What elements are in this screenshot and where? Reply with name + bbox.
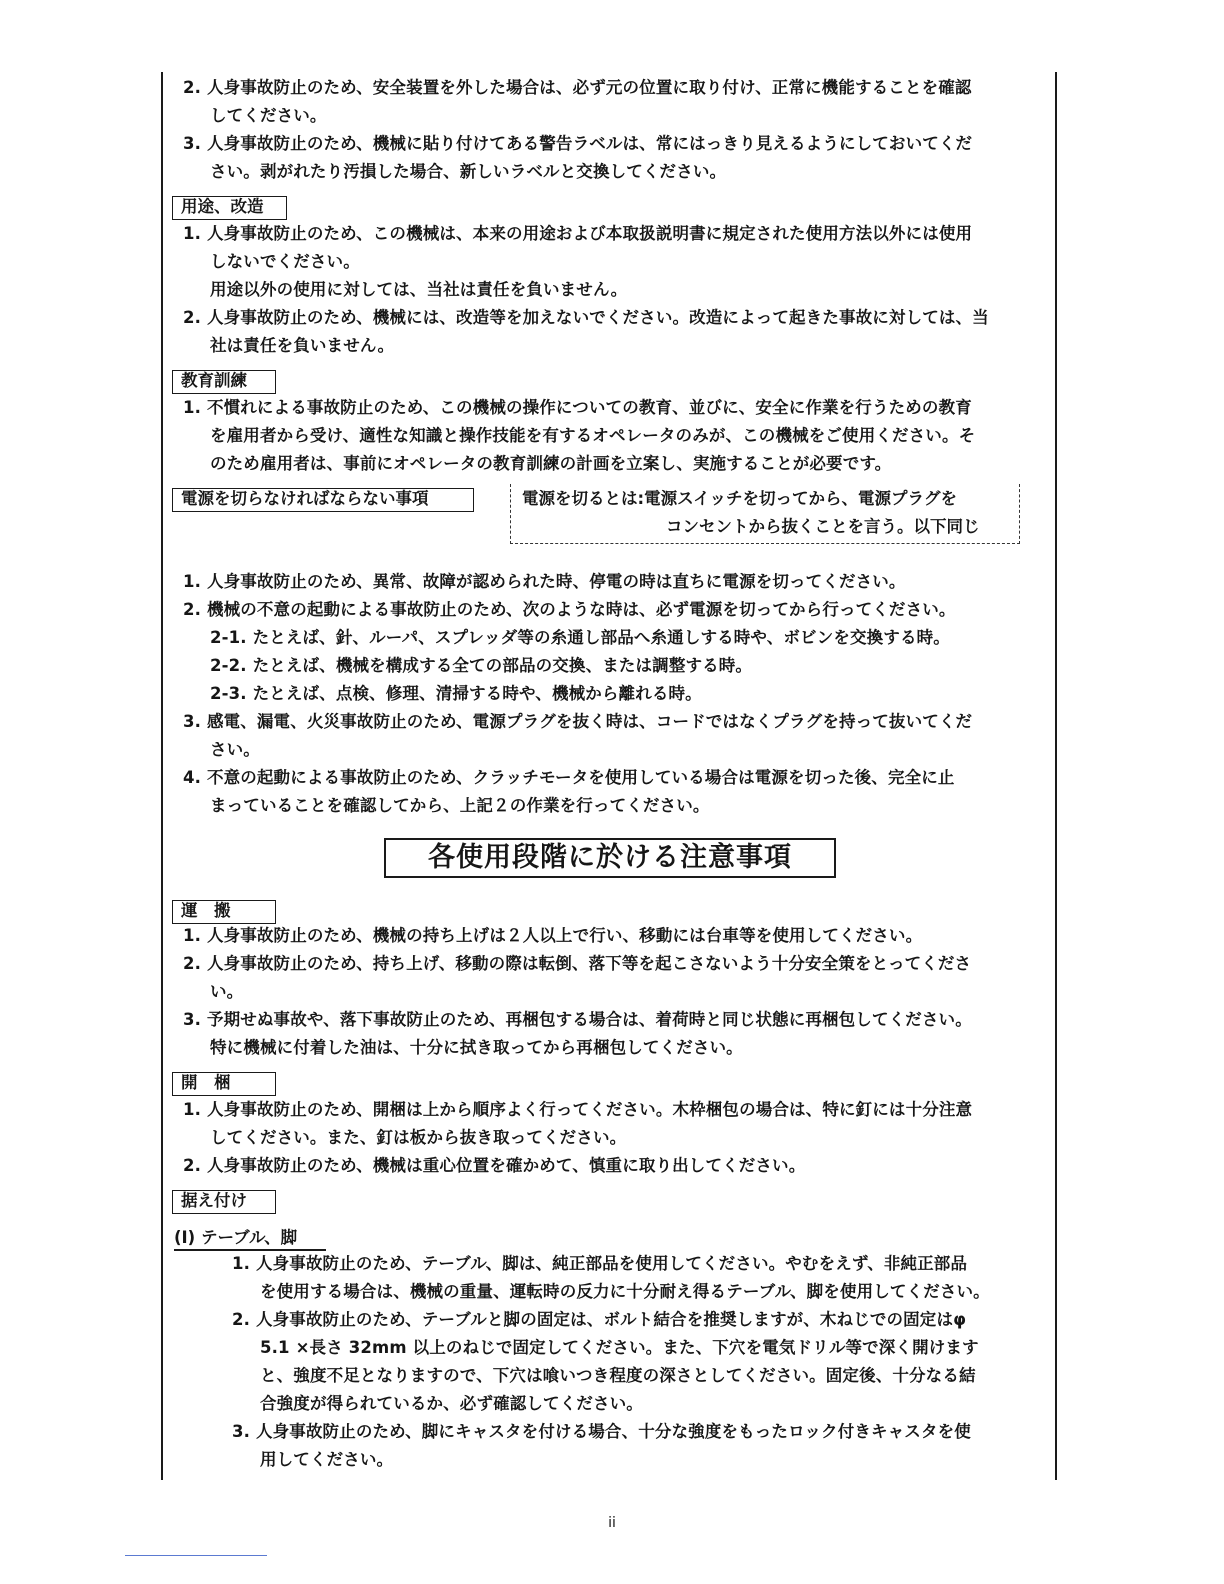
installation-line-2d: 合強度が得られているか、必ず確認してください。 <box>260 1394 643 1413</box>
section-label-transport: 運 搬 <box>172 900 276 924</box>
power-line-4b: まっていることを確認してから、上記２の作業を行ってください。 <box>210 796 710 815</box>
installation-line-1b: を使用する場合は、機械の重量、運転時の反力に十分耐え得るテーブル、脚を使用してください。 <box>260 1282 990 1301</box>
training-line-1: 1. 不慣れによる事故防止のため、この機械の操作についての教育、並びに、安全に作業を行うための教育 <box>183 398 972 417</box>
left-margin-rule <box>161 72 163 1480</box>
power-line-2-1: 2-1. たとえば、針、ルーパ、スプレッダ等の糸通し部品へ糸通しする時や、ボビンを交換する時。 <box>210 628 950 647</box>
power-line-3b: さい。 <box>210 740 260 759</box>
transport-line-2b: い。 <box>210 982 244 1001</box>
usage-line-5: 社は責任を負いません。 <box>210 336 395 355</box>
power-note-line-2: コンセントから抜くことを言う。以下同じ <box>666 517 980 536</box>
usage-line-1: 1. 人身事故防止のため、この機械は、本来の用途および本取扱説明書に規定された使用方法以外には使用 <box>183 224 973 243</box>
section-label-installation: 据え付け <box>172 1190 276 1214</box>
installation-line-2c: と、強度不足となりますので、下穴は喰いつき程度の深さとしてください。固定後、十分なる結 <box>260 1366 976 1385</box>
unpacking-line-1b: してください。また、釘は板から抜き取ってください。 <box>210 1128 627 1147</box>
power-line-2-3: 2-3. たとえば、点検、修理、清掃する時や、機械から離れる時。 <box>210 684 702 703</box>
installation-subheading-underline <box>174 1249 326 1251</box>
section-label-usage: 用途、改造 <box>172 196 287 220</box>
page-number: ii <box>608 1515 616 1531</box>
installation-line-2: 2. 人身事故防止のため、テーブルと脚の固定は、ボルト結合を推奨しますが、木ねじでの固定はφ <box>232 1310 967 1329</box>
transport-line-1: 1. 人身事故防止のため、機械の持ち上げは２人以上で行い、移動には台車等を使用してください。 <box>183 926 923 945</box>
power-line-3: 3. 感電、漏電、火災事故防止のため、電源プラグを抜く時は、コードではなくプラグを持って抜いてくだ <box>183 712 973 731</box>
section-label-training: 教育訓練 <box>172 370 276 394</box>
usage-line-3: 用途以外の使用に対しては、当社は責任を負いません。 <box>210 280 628 299</box>
usage-line-4: 2. 人身事故防止のため、機械には、改造等を加えないでください。改造によって起きた事故に対しては、当 <box>183 308 989 327</box>
transport-line-3b: 特に機械に付着した油は、十分に拭き取ってから再梱包してください。 <box>210 1038 743 1057</box>
installation-line-1: 1. 人身事故防止のため、テーブル、脚は、純正部品を使用してください。やむをえず、非純正部品 <box>232 1254 968 1273</box>
unpacking-line-1: 1. 人身事故防止のため、開梱は上から順序よく行ってください。木枠梱包の場合は、特に釘には十分注意 <box>183 1100 973 1119</box>
section-label-unpacking: 開 梱 <box>172 1072 276 1096</box>
power-line-4: 4. 不意の起動による事故防止のため、クラッチモータを使用している場合は電源を切った後、完全に止 <box>183 768 955 787</box>
footnote-rule <box>125 1555 267 1556</box>
intro-item-2-line-1: 2. 人身事故防止のため、安全装置を外した場合は、必ず元の位置に取り付け、正常に機能することを確認 <box>183 78 972 97</box>
unpacking-line-2: 2. 人身事故防止のため、機械は重心位置を確かめて、慎重に取り出してください。 <box>183 1156 806 1175</box>
transport-line-2: 2. 人身事故防止のため、持ち上げ、移動の際は転倒、落下等を起こさないよう十分安全策をとってくださ <box>183 954 972 973</box>
power-note-line-1: 電源を切るとは:電源スイッチを切ってから、電源プラグを <box>522 489 957 508</box>
usage-line-2: しないでください。 <box>210 252 360 271</box>
power-line-2-2: 2-2. たとえば、機械を構成する全ての部品の交換、または調整する時。 <box>210 656 753 675</box>
intro-item-2-line-2: してください。 <box>210 106 327 125</box>
installation-line-3: 3. 人身事故防止のため、脚にキャスタを付ける場合、十分な強度をもったロック付きキャスタを使 <box>232 1422 971 1441</box>
installation-subheading: (Ⅰ) テーブル、脚 <box>174 1228 298 1247</box>
power-line-2: 2. 機械の不意の起動による事故防止のため、次のような時は、必ず電源を切ってから行ってください。 <box>183 600 956 619</box>
installation-line-3b: 用してください。 <box>260 1450 394 1469</box>
training-line-2: を雇用者から受け、適性な知識と操作技能を有するオペレータのみが、この機械をご使用ください。そ <box>210 426 976 445</box>
power-line-1: 1. 人身事故防止のため、異常、故障が認められた時、停電の時は直ちに電源を切ってください。 <box>183 572 906 591</box>
intro-item-3-line-2: さい。剥がれたり汚損した場合、新しいラベルと交換してください。 <box>210 162 727 181</box>
main-section-title: 各使用段階に於ける注意事項 <box>384 838 836 878</box>
transport-line-3: 3. 予期せぬ事故や、落下事故防止のため、再梱包する場合は、着荷時と同じ状態に再梱包してください。 <box>183 1010 972 1029</box>
right-margin-rule <box>1055 72 1057 1480</box>
training-line-3: のため雇用者は、事前にオペレータの教育訓練の計画を立案し、実施することが必要です。 <box>210 454 892 473</box>
installation-line-2b: 5.1 ×長さ 32mm 以上のねじで固定してください。また、下穴を電気ドリル等で深く開けます <box>260 1338 979 1357</box>
intro-item-3-line-1: 3. 人身事故防止のため、機械に貼り付けてある警告ラベルは、常にはっきり見えるようにしておいてくだ <box>183 134 973 153</box>
section-label-power: 電源を切らなければならない事項 <box>172 488 474 512</box>
